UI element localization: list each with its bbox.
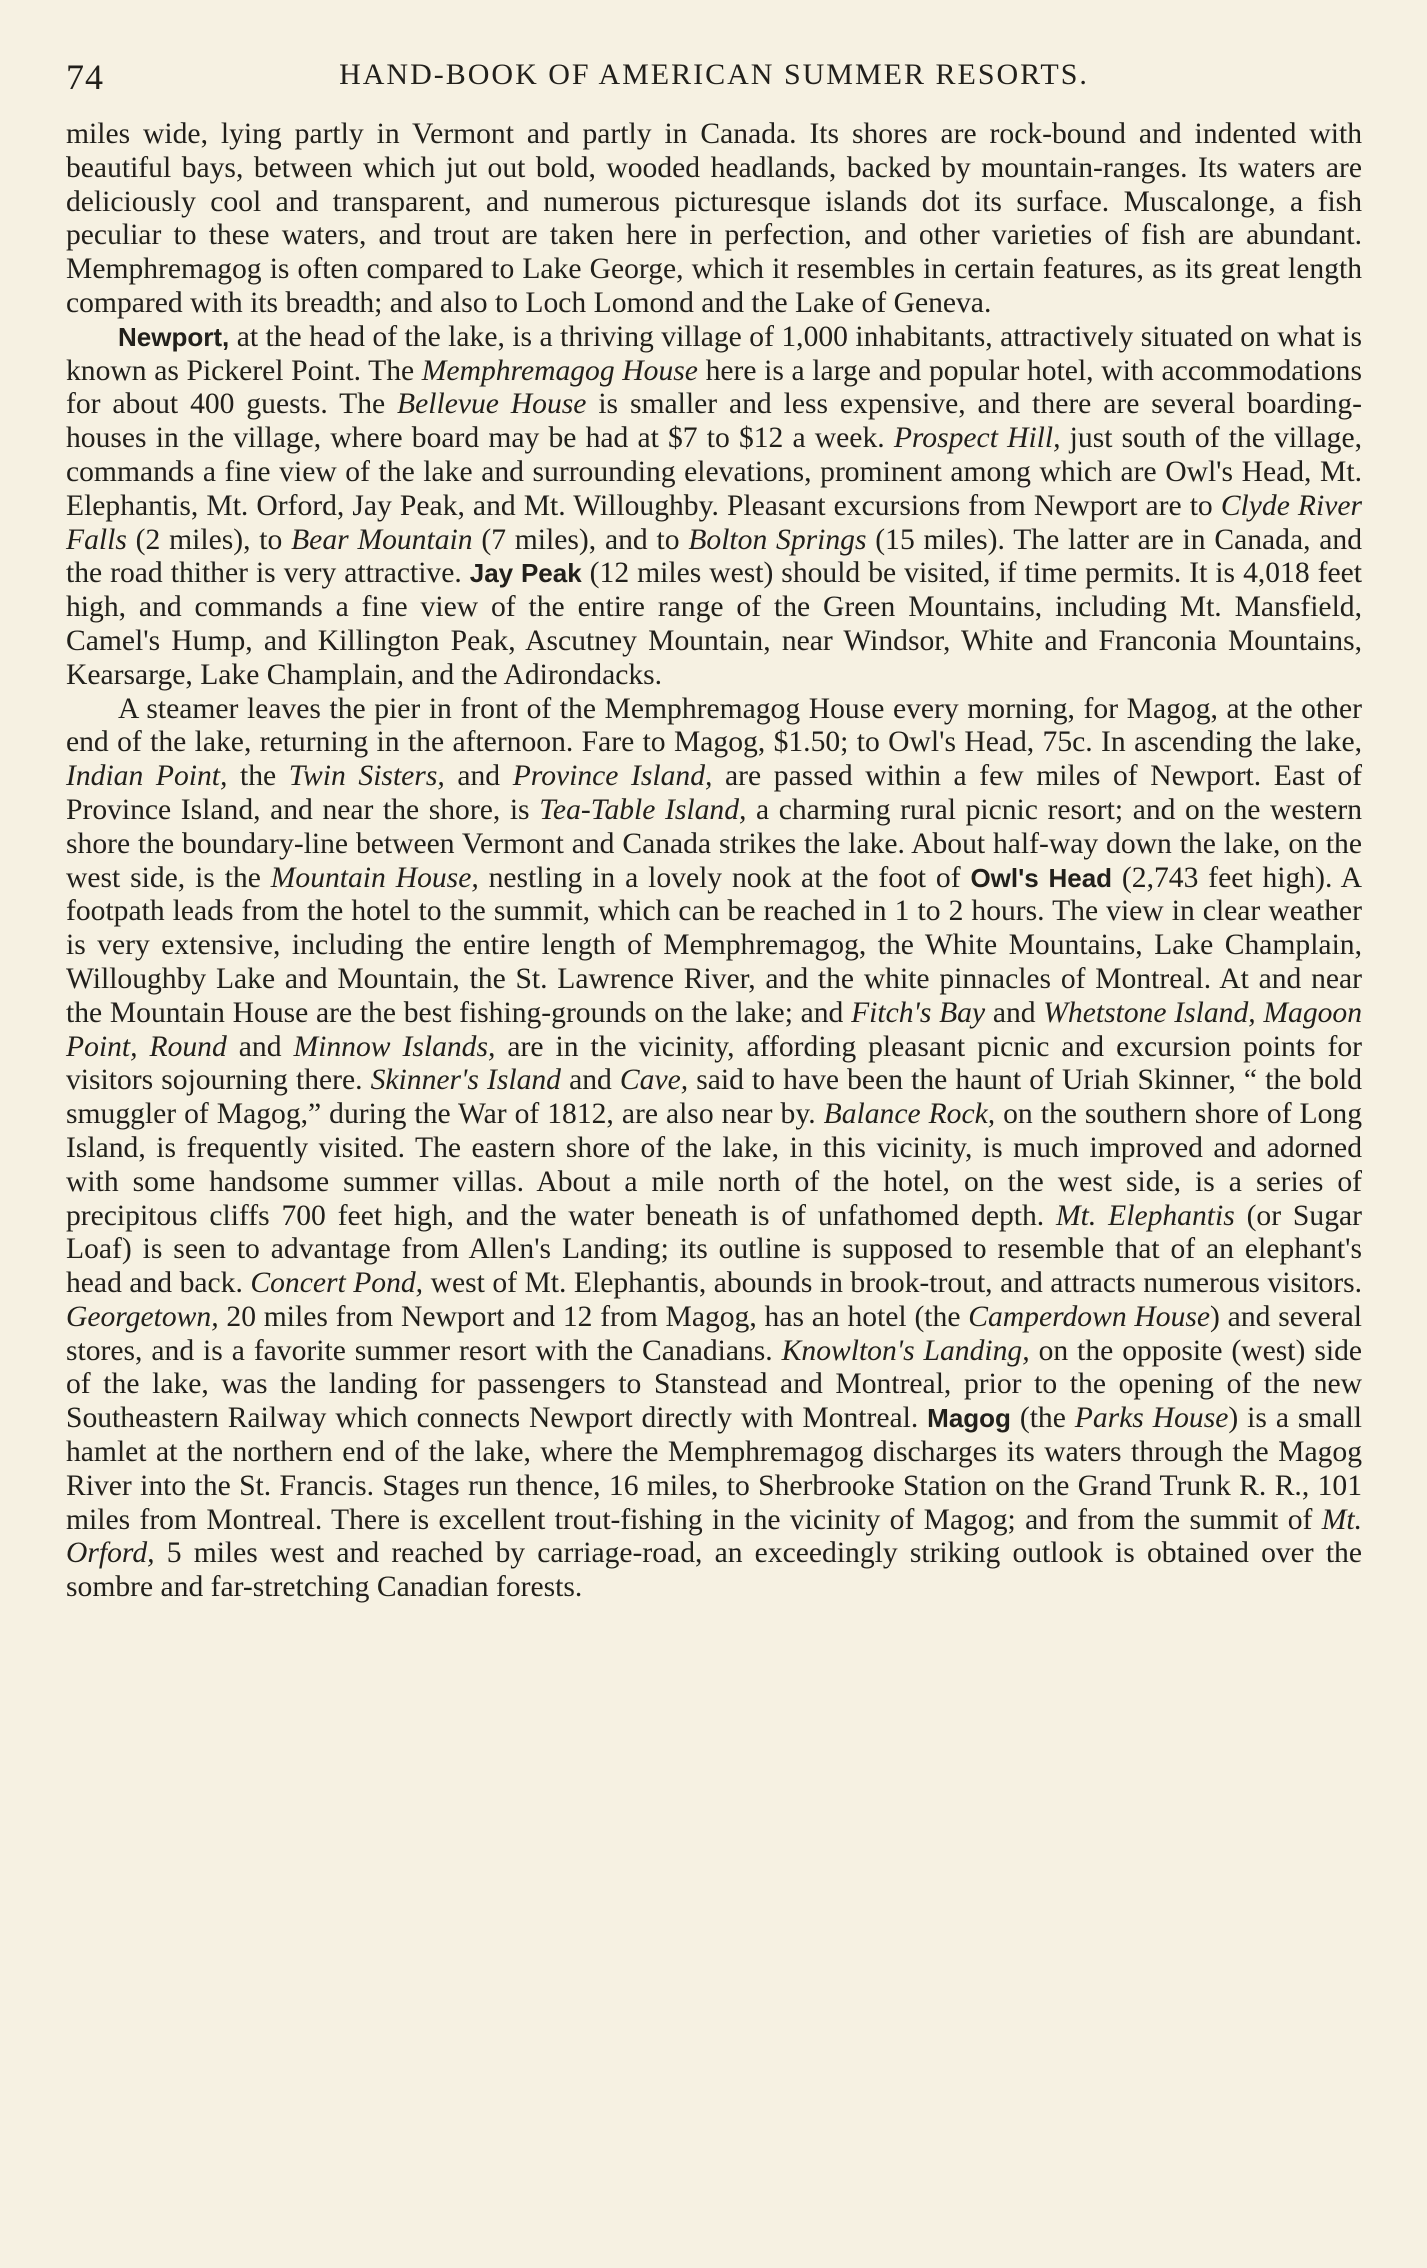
running-head [66,56,1362,104]
text-run: miles wide, lying partly in Vermont and partly in Canada. Its shores are rock-bound and indented with beautiful bays, between which jut out bold, wooded headlands, backed by mountain-ranges. Its waters are deliciously cool and transparent, and numerous picturesque islands dot its surface. Muscalonge, a fish peculiar to these waters, and trout are taken here in perfection, and other varieties of fish are abundant. Memphremagog is often compared to Lake George, which it resembles in certain features, as its great length compared with its breadth; and also to Loch Lomond and the Lake of Geneva. [66,118,1362,319]
text-run: a charming rural picnic resort; and on the western shore the boundary-line between Vermont and Canada strikes the lake. About half-way down the lake, on the west side, is the [66,793,1363,894]
paragraph [66,321,1362,693]
bold-place-name: Magog [927,1403,1011,1434]
text-run: 20 miles from Newport and 12 from Magog, has an hotel (the [218,1300,969,1333]
italic-place-name: Bear Mountain [291,523,473,556]
italic-place-name: Twin Sisters, [288,760,445,793]
italic-place-name: Mountain House, [270,861,479,894]
text-run: are in the vicinity, affording pleasant picnic and excursion points for visitors sojourning there. [66,1030,1362,1097]
italic-place-name: Cave, [619,1064,689,1097]
text-run: at the head of the lake, is a thriving village of 1,000 inhabitants, attractively situated on what is known as Pickerel Point. The [66,320,1362,387]
italic-place-name: Prospect Hill, [893,422,1061,455]
text-run: and [226,1030,294,1063]
text-run: (15 miles). The latter are in Canada, and the road thither is very attractive. [66,523,1363,590]
italic-place-name: Georgetown, [66,1300,219,1333]
page-number: 74 [66,57,104,97]
text-run: here is a large and popular hotel, with accommodations for about 400 guests. The [66,354,1362,421]
text-run: and [444,760,513,793]
text-run: A steamer leaves the pier in front of the Memphremagog House every morning, for Magog, at the other end of the lake, returning in the afternoon. Fare to Magog, $1.50; to Owl's Head, 75c. In ascending the lake, [66,692,1362,759]
italic-place-name: Bellevue House [397,388,587,421]
italic-place-name: Tea-Table Island, [539,793,747,826]
italic-place-name: Skinner's Island [370,1064,561,1097]
text-run: nestling in a lovely nook at the foot of [478,861,971,894]
italic-place-name: Fitch's Bay [851,996,986,1029]
text-run: on the southern shore of Long Island, is frequently visited. The eastern shore of the lake, in this vicinity, is much improved and adorned with some handsome summer villas. About a mile north of the hotel, on the west side, is a series of precipitous cliffs 700 feet high, and the water beneath is of unfathomed depth. [66,1098,1363,1232]
body-text [66,118,1362,1605]
text-run: and [560,1064,620,1097]
text-run: and [985,996,1044,1029]
text-run: (the [1010,1402,1075,1435]
text-run: (or Sugar Loaf) is seen to advantage from Allen's Landing; its outline is supposed to resemble that of an elephant's head and back. [66,1199,1362,1300]
text-run: (2,743 feet high). A footpath leads from the hotel to the summit, which can be reached in 1 to 2 hours. The view in clear weather is very extensive, including the entire length of Memphremagog, the White Mountains, Lake Champlain, Willoughby Lake and Mountain, the St. Lawrence River, and the white pinnacles of Montreal. At and near the Mountain House are the best fishing-grounds on the lake; and [66,861,1362,1029]
italic-place-name: Mt. Elephantis [1056,1199,1235,1232]
text-run: the [227,760,289,793]
italic-place-name: Bolton Springs [688,523,867,556]
italic-place-name: Balance Rock, [823,1098,996,1131]
text-run: (7 miles), and to [472,523,689,556]
italic-place-name: Indian Point, [66,760,228,793]
text-run: is smaller and less expensive, and there are several boarding-houses in the village, where board may be had at $7 to $12 a week. [66,388,1363,455]
book-page [66,56,1362,1605]
italic-place-name: Clyde River Falls [66,489,1363,556]
paragraph [66,693,1362,1606]
bold-place-name: Newport, [118,321,230,352]
paragraph [66,118,1362,321]
text-run: said to have been the haunt of Uriah Skinner, “ the bold smuggler of Magog,” during the War of 1812, are also near by. [66,1064,1362,1131]
italic-place-name: Concert Pond, [250,1267,424,1300]
italic-place-name: Minnow Islands, [293,1030,496,1063]
text-run: ) and several stores, and is a favorite summer resort with the Canadians. [66,1300,1362,1367]
bold-place-name: Owl's Head [970,862,1113,893]
italic-place-name: Province Island, [512,760,713,793]
text-run: (2 miles), to [126,523,292,556]
italic-place-name: Camperdown House [968,1300,1211,1333]
running-title: HAND-BOOK OF AMERICAN SUMMER RESORTS. [339,58,1089,91]
text-run: (12 miles west) should be visited, if time permits. It is 4,018 feet high, and commands a fine view of the entire range of the Green Mountains, including Mt. Mansfield, Camel's Hump, and Killington Peak, Ascutney Mountain, near Windsor, White and Franconia Mountains, Kearsarge, Lake Champlain, and the Adirondacks. [66,557,1362,691]
text-run: on the opposite (west) side of the lake, was the landing for passengers to Stanstead and Montreal, prior to the opening of the new Southeastern Railway which connects Newport directly with Montreal. [66,1334,1362,1435]
italic-place-name: Memphremagog House [421,354,698,387]
text-run: just south of the village, commands a fine view of the lake and surrounding elevations, prominent among which are Owl's Head, Mt. Elephantis, Mt. Orford, Jay Peak, and Mt. Willoughby. Pleasant excursions from Newport are to [66,422,1362,522]
text-run: 5 miles west and reached by carriage-road, an exceedingly striking outlook is obtained over the sombre and far-stretching Canadian forests. [66,1537,1362,1604]
text-run: are passed within a few miles of Newport. East of Province Island, and near the shore, is [66,760,1363,826]
italic-place-name: Mt. Orford, [66,1503,1362,1570]
text-run: ) is a small hamlet at the northern end of the lake, where the Memphremagog discharges its waters through the Magog River into the St. Francis. Stages run thence, 16 miles, to Sherbrooke Station on the Grand Trunk R. R., 101 miles from Montreal. There is excellent trout-fishing in the vicinity of Magog; and from the summit of [66,1402,1362,1536]
italic-place-name: Parks House [1074,1402,1229,1435]
text-run: west of Mt. Elephantis, abounds in brook-trout, and attracts numerous visitors. [423,1267,1362,1300]
italic-place-name: Whetstone Island, Magoon Point, Round [66,996,1363,1063]
bold-place-name: Jay Peak [469,558,582,589]
italic-place-name: Knowlton's Landing, [781,1334,1030,1367]
